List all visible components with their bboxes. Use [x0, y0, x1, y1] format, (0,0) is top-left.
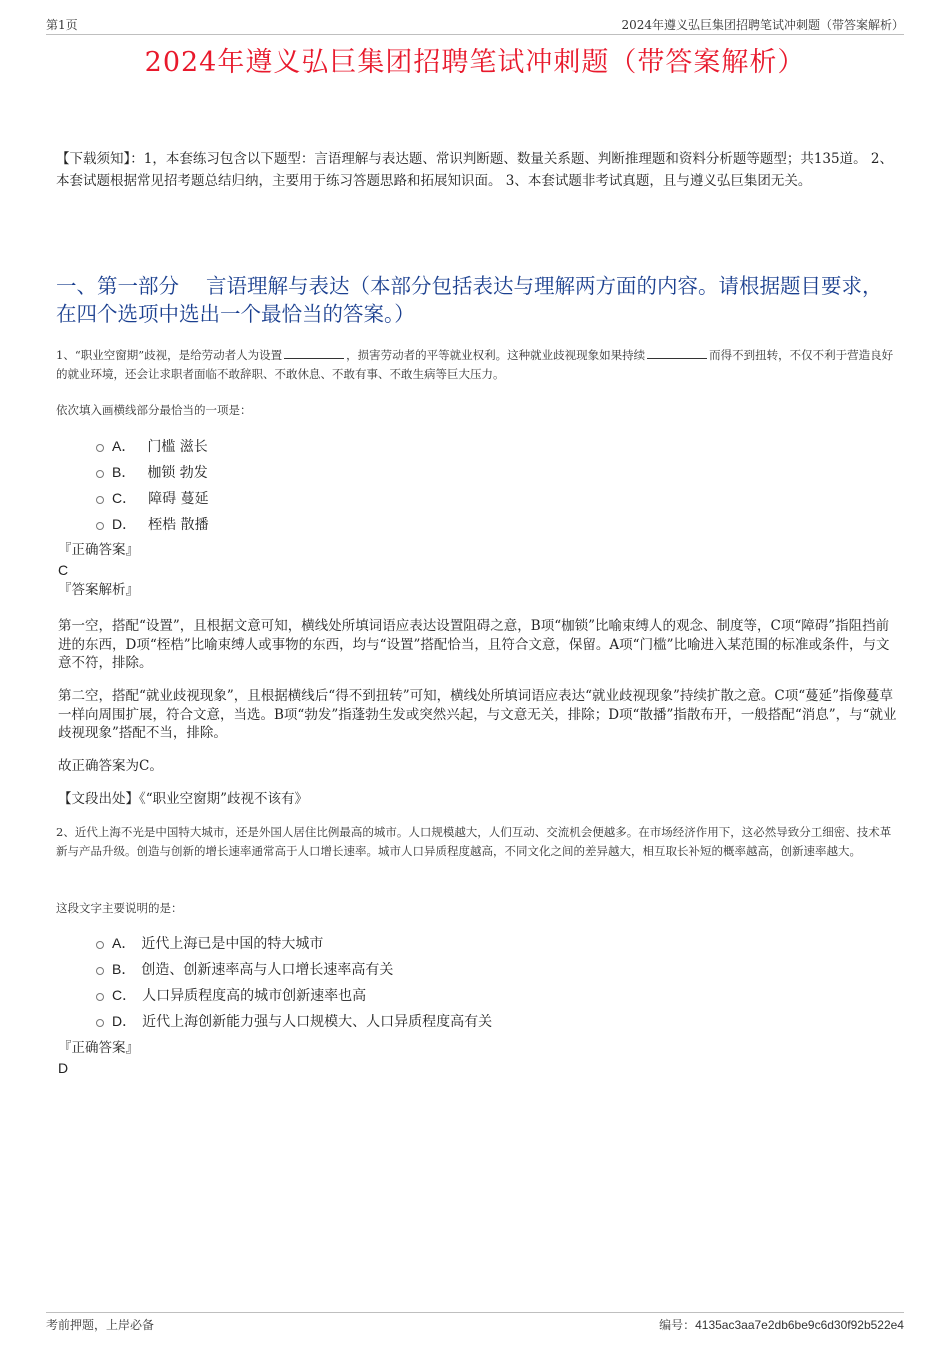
option-text: 桎梏 散播: [148, 517, 209, 533]
option-text: 门槛 滋长: [147, 439, 208, 455]
analysis-label: 『答案解析』: [58, 582, 139, 598]
question-2-instruction: 这段文字主要说明的是：: [56, 901, 183, 915]
radio-icon[interactable]: [96, 496, 104, 504]
option-letter: A．: [112, 935, 136, 951]
answer-label: 『正确答案』: [58, 1040, 139, 1056]
section-title: 一、第一部分 言语理解与表达（本部分包括表达与理解两方面的内容。请根据题目要求，在四个选项中选出一个最恰当的答案。）: [56, 274, 883, 326]
page-footer: [46, 1312, 904, 1335]
option-text: 枷锁 勃发: [147, 465, 208, 481]
document-title: 2024年遵义弘巨集团招聘笔试冲刺题（带答案解析）: [144, 47, 806, 78]
option-letter: B．: [112, 464, 136, 480]
radio-icon[interactable]: [96, 967, 104, 975]
question-2-option-d[interactable]: [96, 1008, 492, 1034]
question-1-blank-1: [284, 346, 344, 359]
option-text: 创造、创新速率高与人口增长速率高有关: [141, 962, 394, 978]
radio-icon[interactable]: [96, 993, 104, 1001]
question-1-instruction: 依次填入画横线部分最恰当的一项是：: [56, 403, 252, 417]
option-letter: D．: [112, 516, 137, 532]
question-1-option-c[interactable]: [96, 485, 209, 511]
option-letter: C．: [112, 987, 137, 1003]
option-letter: C．: [112, 490, 137, 506]
question-1-blank-2: [647, 346, 707, 359]
page-number: 第1页: [46, 18, 78, 32]
question-2-option-c[interactable]: [96, 982, 492, 1008]
passage-source: 【文段出处】《“职业空窗期”歧视不该有》: [58, 791, 309, 807]
option-letter: B．: [112, 961, 136, 977]
question-2-options: [96, 930, 492, 1034]
analysis-paragraph-2: 第二空，搭配“就业歧视现象”，且根据横线后“得不到扭转”可知，横线处所填词语应表达“就业歧视现象”持续扩散之意。C项“蔓延”指像蔓草一样向周围扩展，符合文意，当选。B项“勃发”指蓬勃生发或突然兴起，与文意无关，排除；D项“散播”指散布开，一般搭配“消息”，与“就业歧视现象”搭配不当，排除。: [58, 688, 897, 741]
question-1-text-part-c: 而得不到扭转，不仅不利于营造良好的就业环境，还会让求职者面临不敢辞职、不敢休息、不敢有事、不敢生病等巨大压力。: [56, 348, 894, 381]
option-text: 近代上海已是中国的特大城市: [141, 936, 324, 952]
question-1-answer-block: [58, 540, 139, 600]
question-2-option-a[interactable]: [96, 930, 492, 956]
radio-icon[interactable]: [96, 941, 104, 949]
footer-serial-number: 编号：4135ac3aa7e2db6be9c6d30f92b522e4: [659, 1318, 904, 1332]
correct-answer: C: [58, 562, 69, 578]
question-1-option-a[interactable]: [96, 433, 209, 459]
option-text: 人口异质程度高的城市创新速率也高: [142, 988, 367, 1004]
question-1-options: [96, 433, 209, 537]
question-2-text: 2、近代上海不光是中国特大城市，还是外国人居住比例最高的城市。人口规模越大，人们互动、交流机会便越多。在市场经济作用下，这必然导致分工细密、技术革新与产品升级。创造与创新的增长速率通常高于人口增长速率。城市人口异质程度越高，不同文化之间的差异越大，相互取长补短的概率越高，创新速率越大。: [56, 825, 892, 858]
radio-icon[interactable]: [96, 470, 104, 478]
footer-slogan: 考前押题，上岸必备: [46, 1318, 155, 1332]
radio-icon[interactable]: [96, 444, 104, 452]
question-2-answer-block: [58, 1038, 139, 1078]
question-1-text-part-a: 1、“职业空窗期”歧视，是给劳动者人为设置: [56, 348, 283, 362]
radio-icon[interactable]: [96, 522, 104, 530]
question-1-option-d[interactable]: [96, 511, 209, 537]
answer-label: 『正确答案』: [58, 542, 139, 558]
option-letter: D．: [112, 1013, 137, 1029]
header-doc-title: 2024年遵义弘巨集团招聘笔试冲刺题（带答案解析）: [621, 18, 904, 32]
page-header: [46, 14, 904, 35]
option-letter: A．: [112, 438, 136, 454]
correct-answer: D: [58, 1060, 69, 1076]
download-notice: 【下载须知】：1，本套练习包含以下题型：言语理解与表达题、常识判断题、数量关系题、判断推理题和资料分析题等题型；共135道。 2、本套试题根据常见招考题总结归纳，主要用于练习答题思路和拓展知识面。 3、本套试题非考试真题，且与遵义弘巨集团无关。: [56, 151, 893, 189]
option-text: 近代上海创新能力强与人口规模大、人口异质程度高有关: [142, 1014, 493, 1030]
question-1-text-part-b: ，损害劳动者的平等就业权利。这种就业歧视现象如果持续: [346, 348, 646, 362]
analysis-paragraph-1: 第一空，搭配“设置”，且根据文意可知，横线处所填词语应表达设置阻碍之意，B项“枷锁”比喻束缚人的观念、制度等，C项“障碍”指阻挡前进的东西，D项“桎梏”比喻束缚人或事物的东西，均与“设置”搭配恰当，且符合文意，保留。A项“门槛”比喻进入某范围的标准或条件，与文意不符，排除。: [58, 618, 890, 671]
analysis-conclusion: 故正确答案为C。: [58, 758, 163, 774]
question-1-text: [56, 346, 898, 384]
option-text: 障碍 蔓延: [148, 491, 209, 507]
question-2-option-b[interactable]: [96, 956, 492, 982]
question-1-option-b[interactable]: [96, 459, 209, 485]
radio-icon[interactable]: [96, 1019, 104, 1027]
